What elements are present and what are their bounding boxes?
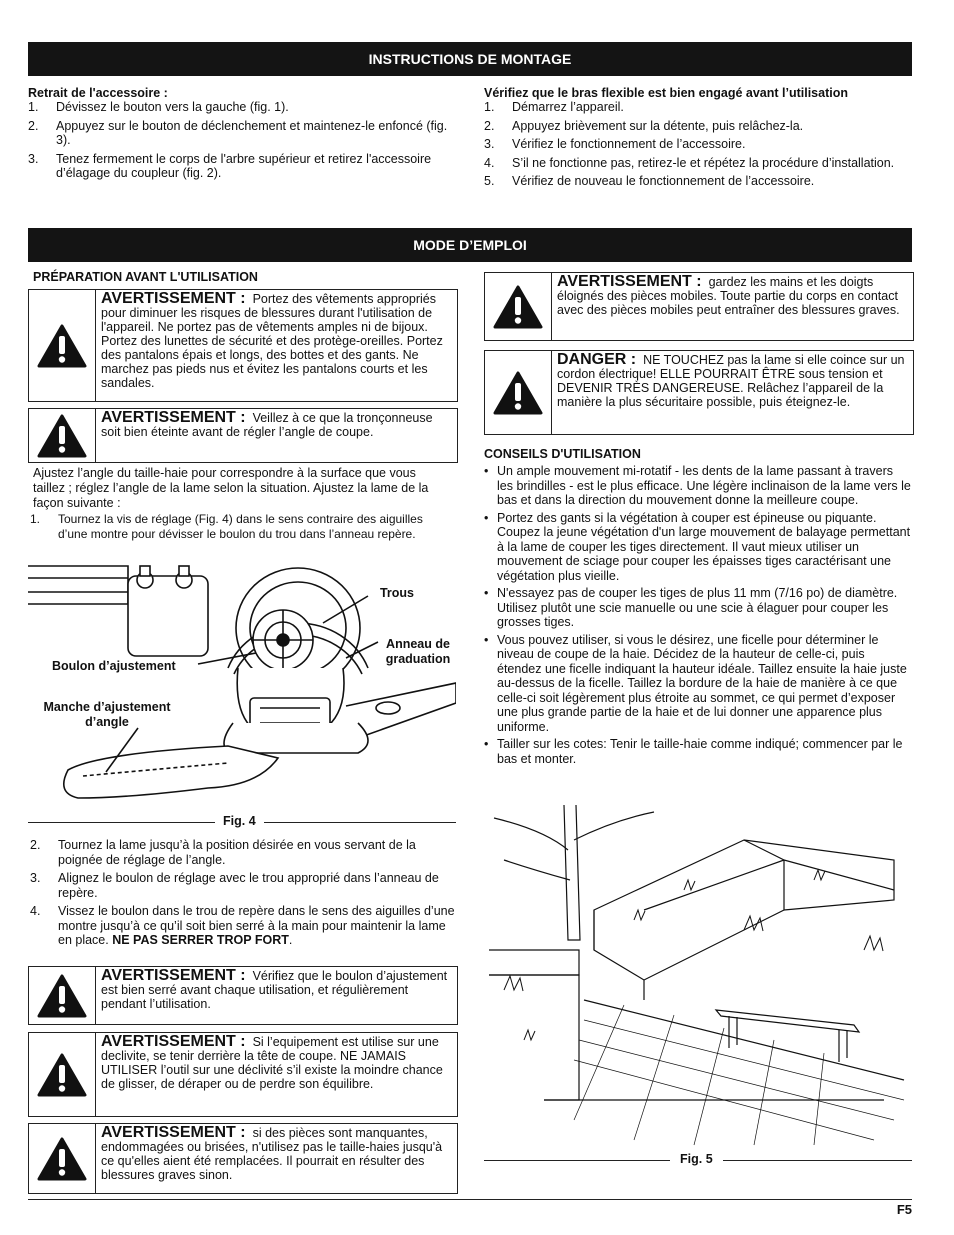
page-number: F5: [896, 1202, 912, 1217]
warning-icon: [29, 1124, 96, 1193]
tip-text: Vous pouvez utiliser, si vous le désirez, une ficelle pour déterminer le niveau de coupe de la haie. Décidez de la hauteur de celle-ci, puis étendez une ficelle indiquant la hauteur idéale. Taillez ensuite la haie juste au-dessus de la ficelle. Taillez la bordure de la haie de manière à ce que celle-ci soit légèrement plus étroite au sommet, ce qui permet d’exposer une plus grande partie de la haie et de lui donner une apparence plus uniforme.: [497, 632, 907, 734]
removal-steps: [28, 100, 453, 181]
removal-block: [28, 86, 453, 185]
step-text-body: Vérifiez le fonctionnement de l’accessoire.: [512, 137, 746, 151]
step-text: [56, 152, 453, 181]
step-text-end: .: [288, 933, 293, 947]
fig4-caption: Fig. 4: [215, 814, 264, 828]
steps-after-block: [30, 838, 455, 952]
step-text: [512, 137, 912, 152]
warning-icon: [485, 273, 552, 340]
fig4-label-trous: Trous: [379, 586, 415, 600]
warning-text: gardez les mains et les doigts éloignés des pièces mobiles. Toute partie du corps en contact avec des pièces mobiles peut entraîner des blessures graves.: [557, 275, 900, 317]
warning-icon: [29, 290, 96, 401]
step-number: 1.: [30, 512, 41, 526]
step-number: 2.: [28, 118, 39, 133]
step-text: [56, 100, 453, 115]
step-text-body: Appuyez brièvement sur la détente, puis relâchez-la.: [512, 118, 804, 133]
step-1-block: [30, 512, 455, 545]
bullet-icon: •: [484, 510, 489, 525]
warning-text: si des pièces sont manquantes, endommagées ou brisées, n'utilisez pas le taille-haies jusqu'à ce qu'elles aient été remplacées. Il pourrait en résulter des blessures graves sinon.: [101, 1126, 443, 1182]
step-text: [512, 119, 912, 134]
warning-box-clothing: [28, 289, 458, 402]
tip-text: Tailler sur les cotes: Tenir le taille-haie comme indiqué; commencer par le bas et monter.: [497, 737, 903, 766]
step-text: [512, 156, 912, 171]
step-text: [512, 100, 912, 115]
step-text-body: S’il ne fonctionne pas, retirez-le et répétez la procédure d’installation.: [512, 155, 895, 170]
step-text: [512, 174, 912, 189]
bullet-icon: •: [484, 737, 489, 751]
warning-icon: [485, 351, 552, 434]
step-text-body: Alignez le boulon de réglage avec le trou approprié dans l’anneau de repère.: [58, 871, 439, 900]
warning-text: Veillez à ce que la tronçonneuse soit bien éteinte avant de régler l’angle de coupe.: [101, 411, 433, 439]
step-item: [28, 119, 453, 148]
tip-item: [484, 464, 912, 508]
warning-label: AVERTISSEMENT :: [557, 273, 702, 290]
step-text-body: Appuyez sur le bouton de déclenchement et maintenez-le enfoncé (fig. 3).: [56, 118, 448, 147]
step-text: [58, 904, 455, 948]
warning-text: Vérifiez que le boulon d’ajustement est bien serré avant chaque utilisation, et régulièrement pendant l’utilisation.: [101, 969, 448, 1011]
tip-item: [484, 633, 912, 735]
fig5-illustration: [484, 800, 912, 1150]
tip-item: [484, 586, 912, 630]
step-number: 5.: [484, 174, 495, 188]
warning-label: AVERTISSEMENT :: [101, 409, 246, 426]
fig5-caption: Fig. 5: [670, 1152, 723, 1166]
step-item: [484, 156, 912, 171]
fig4-label-anneau: Anneau de graduation: [385, 637, 451, 666]
step-text-body: Tournez la lame jusqu’à la position désirée en vous servant de la poignée de réglage de l’angle.: [58, 838, 416, 867]
tips-list: [484, 464, 912, 766]
step-text-body: Vérifiez de nouveau le fonctionnement de l’accessoire.: [512, 174, 815, 188]
step-item: [28, 100, 453, 115]
warning-box-bolt: [28, 966, 458, 1025]
step-number: 2.: [484, 118, 495, 133]
warning-box-moving-parts: [484, 272, 914, 341]
warning-label: AVERTISSEMENT :: [101, 1124, 246, 1141]
tip-item: [484, 737, 912, 766]
tip-text: Un ample mouvement mi-rotatif - les dents de la lame passant à travers les brindilles - est le plus efficace. Une légère inclinaison de la lame vers le bas et dans la direction du mouvement donne la meilleure coupe.: [497, 464, 911, 507]
step-text-body: Dévissez le bouton vers la gauche (fig. 1).: [56, 100, 289, 114]
steps-after: [30, 838, 455, 948]
step-text: [58, 871, 455, 900]
step-item: [484, 137, 912, 152]
step-number: 2.: [30, 838, 41, 852]
fig4-label-boulon: Boulon d’ajustement: [52, 659, 176, 673]
footer-rule: [28, 1199, 912, 1200]
warning-box-slope: [28, 1032, 458, 1117]
step-number: 1.: [28, 100, 39, 114]
step-text: Tournez la vis de réglage (Fig. 4) dans le sens contraire des aiguilles d’une montre pour dévisser le boulon du trou dans l’anneau repère.: [58, 512, 423, 541]
bullet-icon: •: [484, 632, 489, 647]
warning-label: AVERTISSEMENT :: [101, 967, 246, 984]
warning-label: AVERTISSEMENT :: [101, 290, 246, 307]
verify-steps: [484, 100, 912, 189]
step-item: [30, 904, 455, 948]
warning-icon: [29, 409, 96, 462]
danger-box-cord: [484, 350, 914, 435]
fig4-label-manche: Manche d’ajustement d’angle: [43, 700, 171, 729]
step-text: [58, 838, 455, 867]
bullet-icon: •: [484, 464, 489, 478]
tips-heading: CONSEILS D'UTILISATION: [484, 447, 641, 461]
warning-text: Si l’equipement est utilise sur une declivite, se tenir derrière la tête de coupe. NE JAMAIS UTILISER l’outil sur une déclivité s’il existe la moindre chance de glisser, de déraper ou de perdre son équilibre.: [101, 1035, 443, 1091]
step-item: [28, 152, 453, 181]
step-item: [30, 871, 455, 900]
step-number: 4.: [30, 904, 41, 918]
warning-label: AVERTISSEMENT :: [101, 1033, 246, 1050]
adjust-paragraph: Ajustez l’angle du taille-haie pour correspondre à la surface que vous taillez ; réglez l’angle de la lame selon la situation. Ajustez la lame de la façon suivante :: [33, 466, 429, 510]
step-number: 3.: [484, 137, 495, 151]
verify-heading: Vérifiez que le bras flexible est bien engagé avant l’utilisation: [484, 86, 848, 100]
step-number: 1.: [484, 100, 495, 114]
section-header-assembly: INSTRUCTIONS DE MONTAGE: [28, 42, 912, 76]
step-item: [484, 174, 912, 189]
warning-icon: [29, 967, 96, 1024]
step-text: [56, 119, 453, 148]
warning-box-damaged-parts: [28, 1123, 458, 1194]
step-number: 4.: [484, 155, 495, 170]
verify-block: [484, 86, 912, 193]
danger-text: NE TOUCHEZ pas la lame si elle coince sur un cordon électrique! ELLE POURRAIT ÊTRE sous tension et DEVENIR TRÈS DANGEREUSE. Relâchez l’appareil de la manière la plus sécuritaire possible, puis éteignez-le.: [557, 353, 905, 409]
warning-text: Portez des vêtements appropriés pour diminuer les risques de blessures durant l'utilisation de l'appareil. Ne portez pas de vêtements amples ni de bijoux. Portez des lunettes de sécurité et des protège-oreilles. Portez des pantalons épais et longs, des bottes et des gants. Ne marchez pas pieds nus et évitez les pantalons courts et les sandales.: [101, 292, 443, 390]
prep-heading: PRÉPARATION AVANT L'UTILISATION: [33, 270, 258, 284]
warning-box-engine-off: [28, 408, 458, 463]
step-number: 3.: [30, 871, 41, 885]
step-text-body: Démarrez l’appareil.: [512, 100, 624, 114]
bullet-icon: •: [484, 586, 489, 600]
tip-item: [484, 511, 912, 584]
tips-block: [484, 464, 912, 769]
step-item: [484, 100, 912, 115]
step-number: 3.: [28, 151, 39, 166]
danger-label: DANGER :: [557, 351, 637, 368]
step-text-body: Vissez le boulon dans le trou de repère dans le sens des aiguilles d’une montre jusqu’à ce qu’il soit bien serré à la main pour maintenir la lame en place.: [58, 904, 455, 947]
tip-text: Portez des gants si la végétation à couper est épineuse ou piquante. Coupez la jeune végétation d'un large mouvement de balayage permettant à la lame de couper les tiges directement. Il vaut mieux utiliser un mouvement de sciage pour couper les épaisses tiges caractérisant une végétation plus vieille.: [497, 510, 911, 583]
section-header-usage: MODE D’EMPLOI: [28, 228, 912, 262]
step-text-body: Tenez fermement le corps de l'arbre supérieur et retirez l'accessoire d’élagage du coupleur (fig. 2).: [56, 151, 432, 180]
step-text-emphasis: NE PAS SERRER TROP FORT: [112, 933, 289, 947]
removal-heading: Retrait de l'accessoire :: [28, 86, 168, 100]
warning-icon: [29, 1033, 96, 1116]
step-item: [30, 838, 455, 867]
tip-text: N'essayez pas de couper les tiges de plus 11 mm (7/16 po) de diamètre. Utilisez plutôt une scie manuelle ou une scie à élaguer pour couper les grosses tiges.: [497, 586, 898, 629]
step-item: [484, 119, 912, 134]
